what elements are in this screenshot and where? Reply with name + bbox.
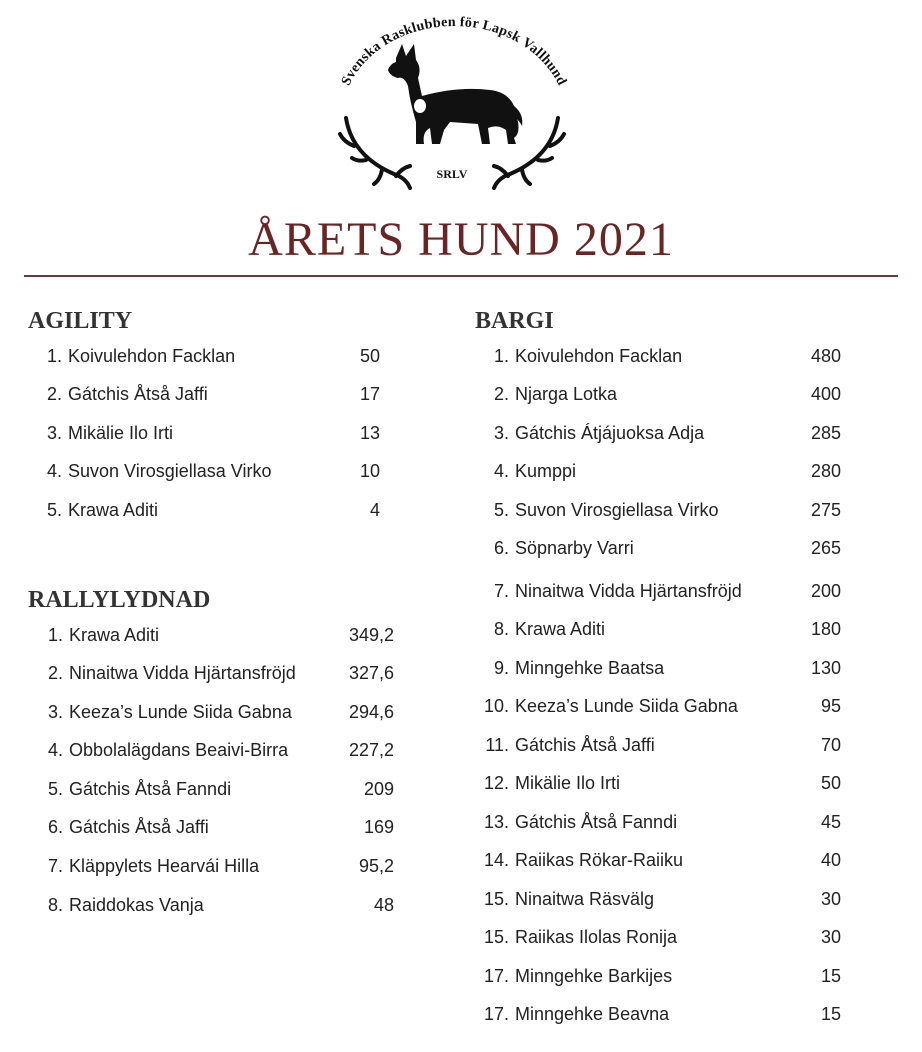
rank-number: 4. (493, 461, 509, 481)
dog-name: Ninaitwa Vidda Hjärtansfröjd (69, 663, 296, 683)
score-value: 169 (363, 817, 394, 837)
rank-number: 8. (47, 895, 63, 915)
dog-name: Mikälie Ilo Irti (515, 773, 621, 793)
dog-name: Minngehke Baatsa (515, 658, 665, 678)
score-value: 327,6 (348, 663, 394, 683)
rank-number: 7. (47, 856, 63, 876)
rank-number: 17. (483, 966, 509, 986)
logo-text: Svenska Rasklubben för Lapsk Vallhund (338, 14, 570, 89)
dog-name: Gátchis Átjájuoksa Adja (515, 423, 705, 443)
section-heading-rallylydnad: RALLYLYDNAD (28, 587, 211, 613)
score-value: 180 (810, 619, 841, 639)
score-value: 349,2 (348, 625, 394, 645)
score-value: 17 (359, 384, 380, 404)
score-value: 15 (820, 1004, 841, 1024)
rank-number: 15. (483, 889, 509, 909)
rank-number: 5. (46, 500, 62, 520)
dog-name: Minngehke Beavna (515, 1004, 670, 1024)
rank-number: 14. (483, 850, 509, 870)
score-value: 480 (810, 346, 841, 366)
score-value: 227,2 (348, 740, 394, 760)
rank-number: 1. (46, 346, 62, 366)
dog-icon (388, 44, 522, 144)
dog-name: Ninaitwa Vidda Hjärtansfröjd (515, 581, 742, 601)
dog-name: Gátchis Åtså Fanndi (515, 812, 678, 832)
score-value: 209 (363, 779, 394, 799)
dog-name: Ninaitwa Räsvälg (515, 889, 655, 909)
dog-name: Krawa Aditi (515, 619, 606, 639)
dog-name: Keeza’s Lunde Siida Gabna (69, 702, 292, 722)
rank-number: 12. (483, 773, 509, 793)
section-heading-bargi: BARGI (475, 308, 554, 334)
score-value: 40 (820, 850, 841, 870)
dog-name: Gátchis Åtså Jaffi (69, 817, 209, 837)
dog-name: Gátchis Åtså Jaffi (68, 384, 208, 404)
dog-name: Suvon Virosgiellasa Virko (68, 461, 272, 481)
score-value: 400 (810, 384, 841, 404)
page-title: ÅRETS HUND 2021 (248, 213, 674, 266)
rank-number: 17. (483, 1004, 509, 1024)
rank-number: 2. (493, 384, 509, 404)
dog-name: Gátchis Åtså Fanndi (69, 779, 232, 799)
rank-number: 13. (483, 812, 509, 832)
dog-name: Krawa Aditi (68, 500, 159, 520)
score-value: 265 (810, 538, 841, 558)
dog-name: Minngehke Barkijes (515, 966, 673, 986)
rank-number: 4. (46, 461, 62, 481)
score-value: 30 (820, 927, 841, 947)
rank-number: 3. (493, 423, 509, 443)
score-value: 95,2 (358, 856, 394, 876)
rank-number: 1. (493, 346, 509, 366)
score-value: 10 (359, 461, 380, 481)
score-value: 15 (820, 966, 841, 986)
dog-name: Söpnarby Varri (515, 538, 634, 558)
rank-number: 6. (493, 538, 509, 558)
dog-name: Mikälie Ilo Irti (68, 423, 174, 443)
title-divider (24, 275, 898, 277)
dog-name: Raiikas Rökar-Raiiku (515, 850, 684, 870)
rank-number: 2. (46, 384, 62, 404)
dog-name: Raiddokas Vanja (69, 895, 204, 915)
score-value: 45 (820, 812, 841, 832)
score-value: 200 (810, 581, 841, 601)
rank-number: 7. (493, 581, 509, 601)
score-value: 70 (820, 735, 841, 755)
score-value: 285 (810, 423, 841, 443)
dog-name: Keeza’s Lunde Siida Gabna (515, 696, 738, 716)
dog-name: Gátchis Åtså Jaffi (515, 735, 655, 755)
rank-number: 1. (47, 625, 63, 645)
score-value: 13 (359, 423, 380, 443)
dog-name: Koivulehdon Facklan (515, 346, 683, 366)
section-heading-agility: AGILITY (28, 308, 133, 334)
rank-number: 15. (483, 927, 509, 947)
rank-number: 3. (47, 702, 63, 722)
rank-number: 9. (493, 658, 509, 678)
score-value: 30 (820, 889, 841, 909)
logo-abbr: SRLV (436, 167, 468, 181)
club-logo (318, 6, 586, 194)
rank-number: 8. (493, 619, 509, 639)
dog-name: Suvon Virosgiellasa Virko (515, 500, 719, 520)
score-value: 4 (369, 500, 380, 520)
antler-left-icon (340, 118, 410, 188)
rank-number: 5. (493, 500, 509, 520)
score-value: 275 (810, 500, 841, 520)
rank-number: 2. (47, 663, 63, 683)
dog-name: Njarga Lotka (515, 384, 618, 404)
dog-name: Raiikas Ilolas Ronija (515, 927, 678, 947)
rank-number: 10. (483, 696, 509, 716)
dog-name: Obbolalägdans Beaivi-Birra (69, 740, 289, 760)
rank-number: 6. (47, 817, 63, 837)
score-value: 130 (810, 658, 841, 678)
rank-number: 4. (47, 740, 63, 760)
rank-number: 11. (485, 735, 509, 755)
dog-name: Koivulehdon Facklan (68, 346, 236, 366)
rank-number: 3. (46, 423, 62, 443)
dog-name: Krawa Aditi (69, 625, 160, 645)
score-value: 50 (359, 346, 380, 366)
score-value: 50 (820, 773, 841, 793)
score-value: 280 (810, 461, 841, 481)
rank-number: 5. (47, 779, 63, 799)
score-value: 294,6 (348, 702, 394, 722)
score-value: 48 (373, 895, 394, 915)
dog-name: Kumppi (515, 461, 577, 481)
score-value: 95 (820, 696, 841, 716)
dog-name: Kläppylets Hearvái Hilla (69, 856, 260, 876)
